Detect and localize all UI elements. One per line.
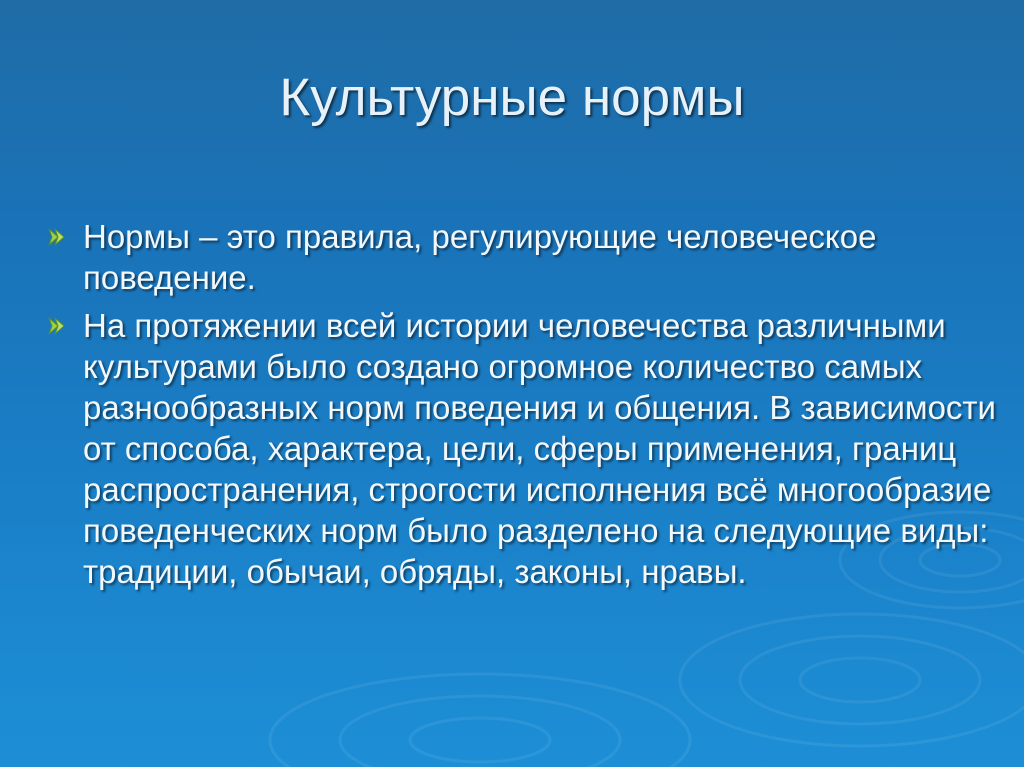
arrow-bullet-icon xyxy=(45,315,67,337)
bullet-item xyxy=(45,216,1000,298)
bullet-text: Нормы – это правила, регулирующие человеческое поведение. xyxy=(83,218,877,296)
bullet-item xyxy=(45,305,1000,592)
slide-title: Культурные нормы xyxy=(279,68,745,127)
bullet-list xyxy=(45,216,1000,599)
bullet-text: На протяжении всей истории человечества различными культурами было создано огромное количество самых разнообразных норм поведения и общения. В зависимости от способа, характера, цели, сферы применения, границ распространения, строгости исполнения всё многообразие поведенческих норм было разделено на следующие виды: традиции, обычаи, обряды, законы, нравы. xyxy=(83,307,996,590)
arrow-bullet-icon xyxy=(45,226,67,248)
